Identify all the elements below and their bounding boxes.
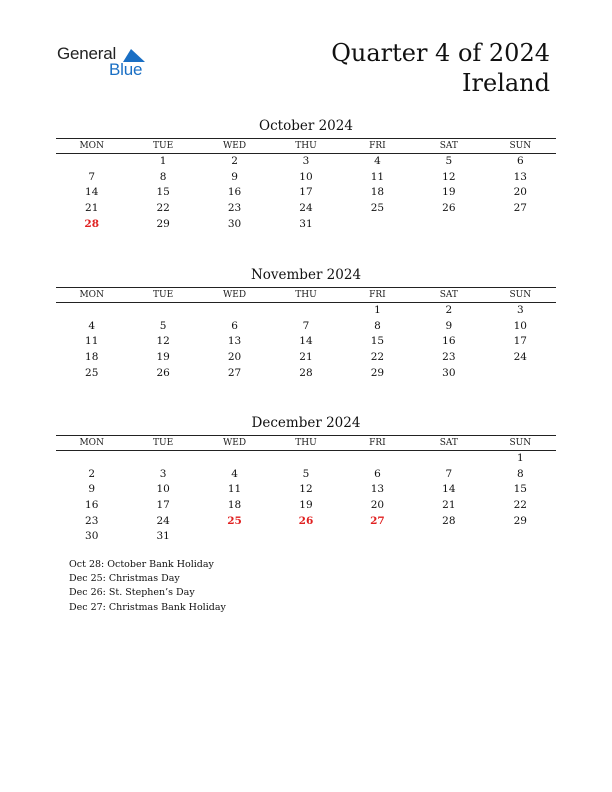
day-cell: 23 [85, 514, 99, 527]
weekday-label: SUN [509, 438, 532, 448]
day-cell: 12 [442, 170, 456, 183]
day-cell: 1 [516, 452, 524, 464]
weekday-label: MON [79, 141, 104, 151]
empty-day-cell [413, 529, 484, 545]
day-cell: 15 [370, 335, 385, 348]
day-cell: 28 [299, 366, 313, 379]
holiday-day-cell: 28 [84, 217, 100, 230]
empty-day-cell [270, 303, 341, 319]
empty-day-cell [270, 451, 341, 467]
day-cell: 9 [231, 170, 238, 183]
weekday-label: MON [79, 290, 104, 300]
weekday-label: MON [79, 438, 104, 448]
day-cell: 22 [513, 499, 527, 512]
day-cell: 29 [370, 366, 385, 379]
week-row [56, 514, 556, 530]
weekday-label: FRI [369, 141, 386, 151]
empty-day-cell [199, 303, 270, 319]
week-row [56, 217, 556, 233]
day-cell: 20 [513, 186, 527, 199]
holiday-note: Dec 27: Christmas Bank Holiday [69, 601, 226, 613]
day-cell: 27 [227, 366, 242, 379]
day-cell: 17 [513, 335, 527, 348]
month-title: November 2024 [250, 267, 362, 283]
day-cell: 10 [513, 319, 527, 332]
day-cell: 16 [85, 499, 99, 512]
day-cell: 13 [513, 170, 527, 183]
day-cell: 13 [370, 483, 385, 496]
week-row [56, 185, 556, 201]
day-cell: 5 [302, 467, 310, 480]
day-cell: 29 [156, 217, 170, 230]
weekday-label: TUE [153, 141, 174, 151]
day-cell: 26 [156, 366, 170, 379]
day-cell: 30 [85, 530, 99, 543]
empty-day-cell [342, 217, 413, 233]
day-cell: 22 [156, 202, 170, 215]
day-cell: 27 [513, 202, 527, 215]
week-row [56, 467, 556, 483]
day-cell: 20 [227, 351, 242, 364]
week-row [56, 154, 556, 170]
day-cell: 31 [156, 530, 170, 543]
weekday-label: WED [223, 438, 247, 448]
holiday-note: Dec 26: St. Stephen’s Day [69, 587, 195, 599]
weekday-label: THU [295, 290, 317, 300]
empty-day-cell [199, 451, 270, 467]
day-cell: 15 [513, 483, 527, 496]
weekday-label: WED [223, 141, 247, 151]
week-row [56, 334, 556, 350]
day-cell: 1 [159, 155, 167, 167]
day-cell: 17 [156, 499, 170, 512]
month-calendar [56, 117, 556, 232]
empty-day-cell [413, 217, 484, 233]
day-cell: 9 [88, 483, 96, 496]
day-cell: 30 [442, 366, 456, 379]
week-row [56, 451, 556, 467]
empty-day-cell [413, 451, 484, 467]
holiday-day-cell: 26 [298, 514, 314, 527]
title-quarter: Quarter 4 of 2024 [331, 39, 550, 67]
weekday-header-row [56, 288, 556, 302]
day-cell: 5 [159, 319, 167, 332]
logo-text-blue: Blue [109, 60, 143, 79]
day-cell: 11 [370, 170, 385, 183]
weekday-label: SAT [439, 290, 458, 300]
day-cell: 3 [516, 304, 524, 316]
weekday-label: WED [223, 290, 247, 300]
day-cell: 2 [88, 467, 96, 480]
week-row [56, 201, 556, 217]
empty-day-cell [199, 529, 270, 545]
day-cell: 25 [85, 366, 99, 379]
day-cell: 10 [156, 483, 170, 496]
logo-text-general: General [57, 44, 117, 63]
empty-day-cell [127, 303, 198, 319]
day-cell: 19 [442, 186, 456, 199]
day-cell: 21 [85, 202, 99, 215]
day-cell: 14 [299, 335, 313, 348]
day-cell: 30 [227, 217, 242, 230]
day-cell: 28 [442, 514, 456, 527]
generalblue-logo [57, 42, 157, 82]
day-cell: 4 [231, 467, 238, 480]
day-cell: 10 [299, 170, 313, 183]
day-cell: 12 [299, 483, 313, 496]
weekday-label: THU [295, 141, 317, 151]
day-cell: 24 [156, 514, 170, 527]
empty-day-cell [56, 154, 127, 170]
day-cell: 14 [85, 186, 99, 199]
day-cell: 3 [302, 155, 310, 167]
empty-day-cell [342, 529, 413, 545]
day-cell: 23 [442, 351, 456, 364]
day-cell: 18 [370, 186, 385, 199]
day-cell: 2 [231, 155, 238, 167]
day-cell: 20 [370, 499, 385, 512]
day-cell: 22 [370, 351, 385, 364]
title-country: Ireland [462, 69, 550, 97]
day-cell: 1 [374, 304, 381, 316]
day-cell: 6 [374, 467, 381, 480]
day-cell: 6 [516, 155, 524, 167]
day-cell: 13 [227, 335, 242, 348]
day-cell: 11 [227, 483, 242, 496]
weekday-header-row [56, 436, 556, 450]
weekday-label: TUE [153, 438, 174, 448]
day-cell: 4 [374, 155, 381, 167]
weekday-label: TUE [153, 290, 174, 300]
day-cell: 5 [445, 155, 453, 167]
day-cell: 23 [227, 202, 242, 215]
week-row [56, 350, 556, 366]
weekday-label: SAT [439, 141, 458, 151]
day-cell: 24 [513, 351, 527, 364]
day-cell: 8 [374, 319, 381, 332]
week-row [56, 319, 556, 335]
day-cell: 7 [445, 467, 453, 480]
weekday-label: FRI [369, 438, 386, 448]
holiday-day-cell: 25 [227, 514, 242, 527]
week-row [56, 529, 556, 545]
day-cell: 29 [513, 514, 527, 527]
day-cell: 31 [299, 217, 313, 230]
week-row [56, 498, 556, 514]
day-cell: 18 [227, 499, 242, 512]
holiday-notes [69, 558, 226, 615]
page-title [331, 38, 550, 98]
day-cell: 7 [302, 319, 310, 332]
week-row [56, 303, 556, 319]
month-calendar [56, 266, 556, 381]
day-cell: 26 [442, 202, 456, 215]
day-cell: 8 [159, 170, 167, 183]
day-cell: 11 [85, 335, 99, 348]
day-cell: 19 [299, 499, 313, 512]
day-cell: 12 [156, 335, 170, 348]
week-row [56, 170, 556, 186]
empty-day-cell [485, 217, 556, 233]
day-cell: 15 [156, 186, 170, 199]
holiday-note: Dec 25: Christmas Day [69, 573, 180, 585]
weekday-label: THU [295, 438, 317, 448]
day-cell: 4 [88, 319, 96, 332]
month-calendar [56, 414, 556, 545]
holiday-note: Oct 28: October Bank Holiday [69, 559, 214, 570]
day-cell: 17 [299, 186, 313, 199]
day-cell: 3 [159, 467, 167, 480]
empty-day-cell [270, 529, 341, 545]
day-cell: 25 [370, 202, 385, 215]
empty-day-cell [127, 451, 198, 467]
weekday-label: SUN [509, 141, 532, 151]
empty-day-cell [485, 529, 556, 545]
day-cell: 18 [85, 351, 99, 364]
weekday-label: FRI [369, 290, 386, 300]
day-cell: 21 [299, 351, 313, 364]
empty-day-cell [56, 303, 127, 319]
day-cell: 7 [88, 170, 96, 183]
empty-day-cell [56, 451, 127, 467]
weekday-label: SAT [439, 438, 458, 448]
day-cell: 21 [442, 499, 456, 512]
day-cell: 24 [299, 202, 313, 215]
week-row [56, 482, 556, 498]
empty-day-cell [342, 451, 413, 467]
day-cell: 2 [445, 304, 453, 316]
day-cell: 16 [227, 186, 242, 199]
day-cell: 9 [445, 319, 453, 332]
day-cell: 16 [442, 335, 456, 348]
day-cell: 6 [231, 319, 238, 332]
day-cell: 19 [156, 351, 170, 364]
month-title: October 2024 [259, 118, 353, 134]
week-row [56, 366, 556, 382]
weekday-label: SUN [509, 290, 532, 300]
day-cell: 14 [442, 483, 456, 496]
empty-day-cell [485, 366, 556, 382]
weekday-header-row [56, 139, 556, 153]
holiday-day-cell: 27 [370, 514, 385, 527]
month-title: December 2024 [251, 415, 361, 431]
day-cell: 8 [516, 467, 524, 480]
